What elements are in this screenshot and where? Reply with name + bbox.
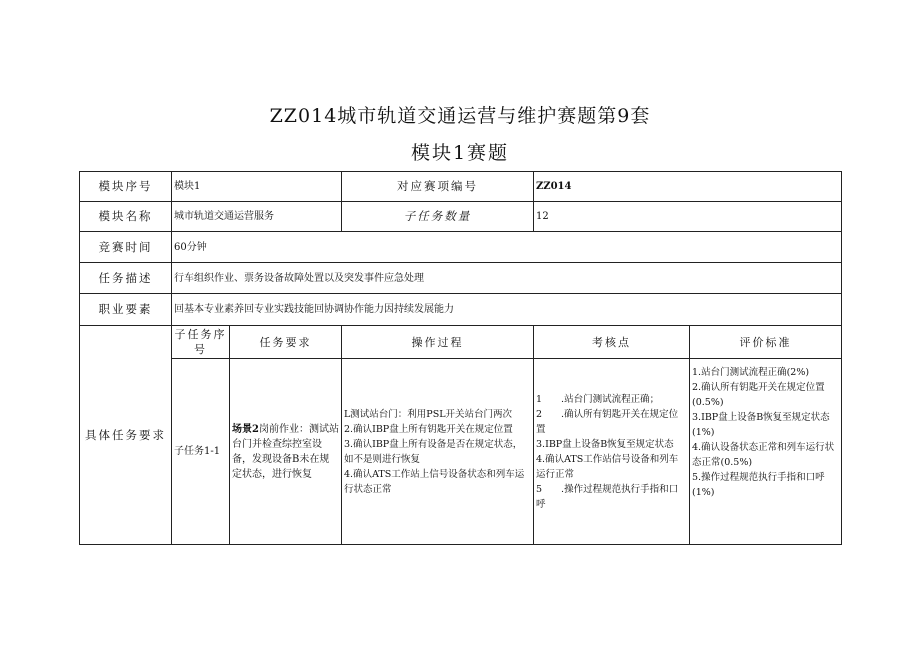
req-value: 回基本专业素养回专业实践技能回协调协作能力因持续发展能力 (172, 294, 842, 326)
tasks-section-label: 具体任务要求 (80, 326, 172, 545)
desc-label: 任务描述 (80, 263, 172, 294)
process-step: 2.确认IBP盘上所有钥匙开关在规定位置 (344, 423, 513, 435)
task-table (79, 171, 842, 545)
module-name-value: 城市轨道交通运营服务 (172, 202, 342, 232)
point-item: 5 .操作过程规范执行手指和口呼 (536, 483, 679, 510)
time-label: 竞赛时间 (80, 232, 172, 263)
module-no-label: 模块序号 (80, 172, 172, 202)
req-label: 职业要素 (80, 294, 172, 326)
criteria-item: 5.操作过程规范执行手指和口呼(1%) (692, 472, 825, 498)
criteria-item: 4.确认设备状态正常和列车运行状态正常(0.5%) (692, 442, 835, 468)
task-process (342, 359, 534, 545)
point-item: 4.确认ATS工作站信号设备和列车运行正常 (536, 453, 679, 480)
task-seq: 子任务1-1 (172, 359, 230, 545)
item-code-value: ZZ014 (534, 172, 842, 202)
header-process: 操作过程 (342, 326, 534, 359)
point-item: 1 .站台门测试流程正确； (536, 393, 660, 405)
subtask-count-value: 12 (534, 202, 842, 232)
criteria-item: 3.IBP盘上设备B恢复至规定状态(1%) (692, 412, 830, 438)
module-no-value: 模块1 (172, 172, 342, 202)
criteria-item: 2.确认所有钥匙开关在规定位置(0.5%) (692, 382, 825, 408)
task-points (534, 359, 690, 545)
process-step: L测试站台门：利用PSL开关站台门两次 (344, 408, 513, 420)
process-step: 3.确认IBP盘上所有设备是否在规定状态，如不是则进行恢复 (344, 438, 523, 465)
subtask-count-label: 子任务数量 (342, 202, 534, 232)
document-subtitle: 模块1赛题 (410, 142, 510, 164)
process-step: 4.确认ATS工作站上信号设备状态和列车运行状态正常 (344, 468, 525, 495)
desc-value: 行车组织作业、票务设备故障处置以及突发事件应急处理 (172, 263, 842, 294)
header-points: 考核点 (534, 326, 690, 359)
document-title: ZZ014城市轨道交通运营与维护赛题第9套 (269, 105, 651, 127)
point-item: 2 .确认所有钥匙开关在规定位置 (536, 408, 679, 435)
task-scene: 场景2 (232, 423, 259, 435)
point-item: 3.IBP盘上设备B恢复至规定状态 (536, 438, 674, 450)
task-criteria (690, 359, 842, 545)
item-code-label: 对应赛项编号 (342, 172, 534, 202)
task-requirement-text: 岗前作业：测试站台门并检查综控室设备，发现设备B未在规定状态，进行恢复 (232, 423, 339, 480)
header-seq: 子任务序号 (172, 326, 230, 359)
module-name-label: 模块名称 (80, 202, 172, 232)
header-req: 任务要求 (230, 326, 342, 359)
criteria-item: 1.站台门测试流程正确(2%) (692, 367, 810, 378)
header-criteria: 评价标准 (690, 326, 842, 359)
time-value: 60分钟 (172, 232, 842, 263)
task-requirement (230, 359, 342, 545)
